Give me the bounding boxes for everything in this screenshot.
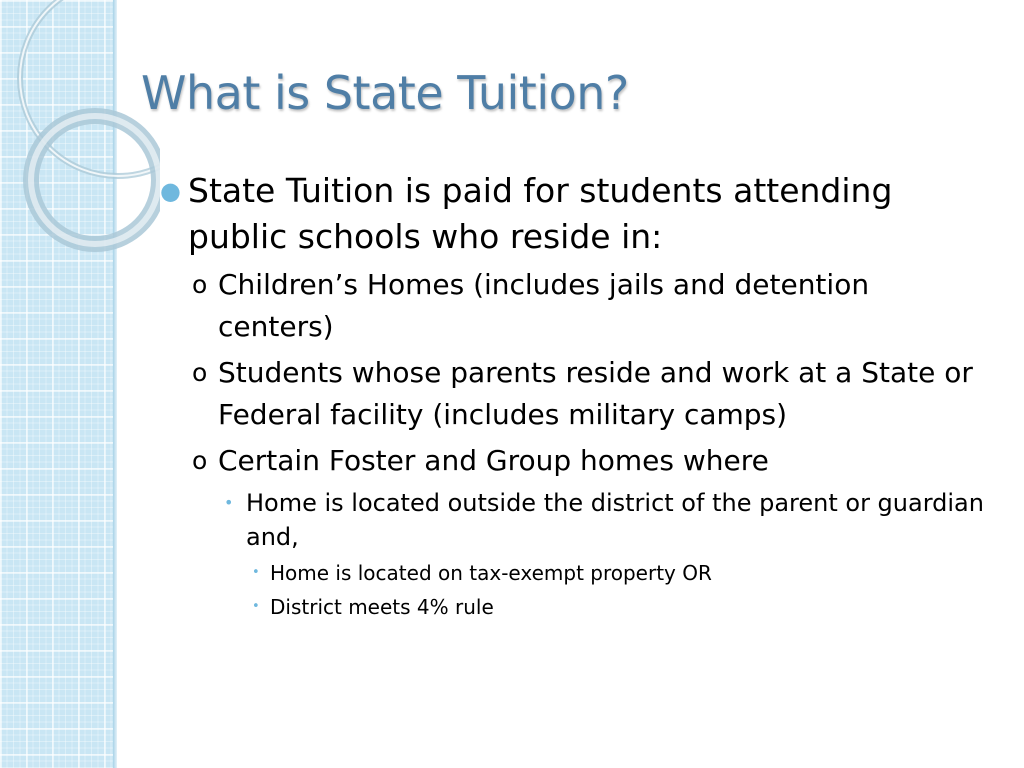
- slide-title: What is State Tuition?: [141, 66, 629, 120]
- sub-sub-bullet-item: [160, 486, 990, 554]
- bullet-circle-icon: o: [192, 270, 208, 299]
- bullet-dot-icon: •: [224, 493, 234, 512]
- sub-bullet-item: [160, 264, 990, 348]
- sub-bullet-item: [160, 440, 990, 482]
- bullet-text: District meets 4% rule: [270, 595, 494, 619]
- sub-bullet-item: [160, 352, 990, 436]
- bullet-text: Home is located on tax-exempt property OR: [270, 561, 712, 585]
- bullet-circle-icon: o: [192, 358, 208, 387]
- bullet-text: Home is located outside the district of the parent or guardian and,: [246, 489, 984, 551]
- decorative-rings-icon: [0, 0, 160, 300]
- bullet-dot-icon: ●: [160, 177, 181, 205]
- bullet-text: Certain Foster and Group homes where: [218, 444, 769, 477]
- bullet-dot-icon: •: [252, 565, 260, 580]
- fourth-level-bullet-item: [160, 558, 990, 588]
- bullet-text: State Tuition is paid for students attending public schools who reside in:: [188, 171, 893, 256]
- bullet-dot-icon: •: [252, 599, 260, 614]
- fourth-level-bullet-item: [160, 592, 990, 622]
- bullet-text: Students whose parents reside and work at a State or Federal facility (includes military camps): [218, 356, 973, 431]
- bullet-circle-icon: o: [192, 446, 208, 475]
- bullet-list: [160, 168, 990, 622]
- bullet-item: [160, 168, 990, 260]
- bullet-text: Children’s Homes (includes jails and detention centers): [218, 268, 870, 343]
